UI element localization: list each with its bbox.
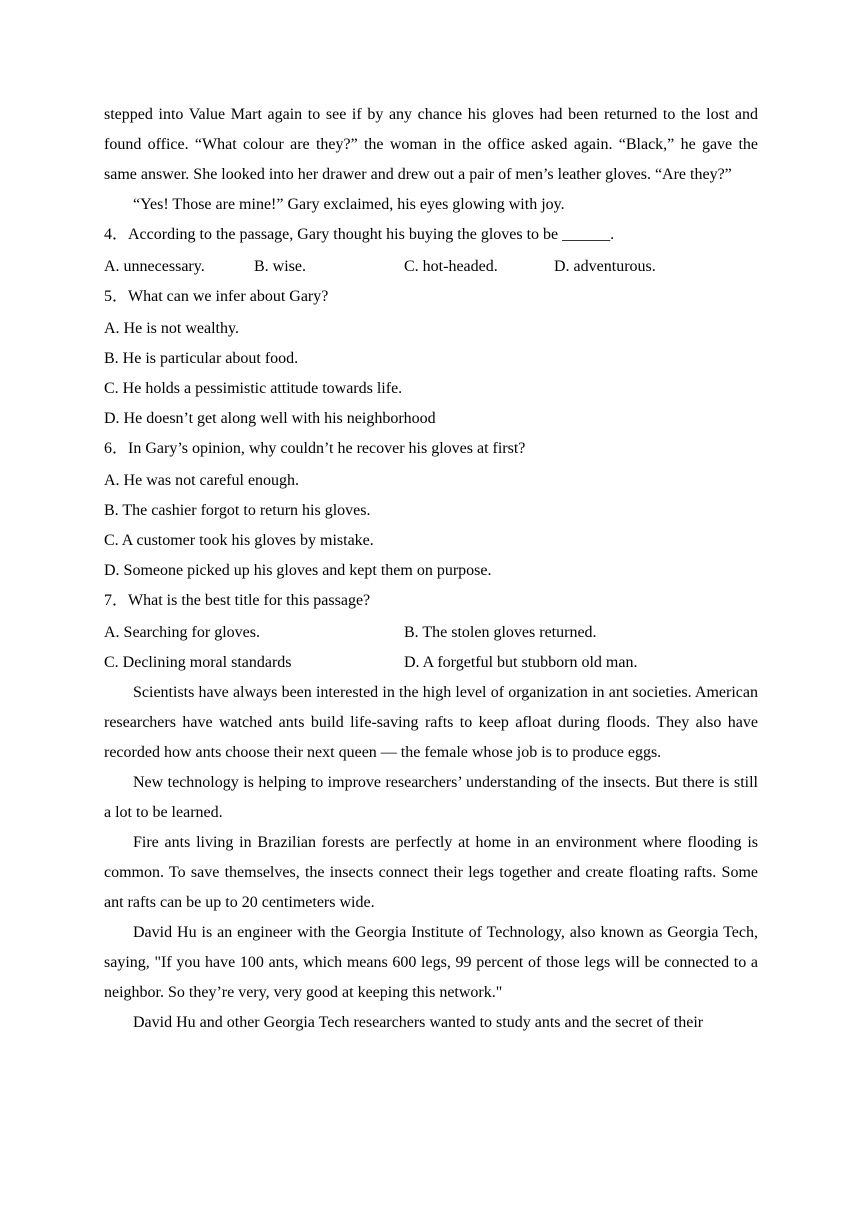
question-4-option-b: B. wise. [254, 258, 306, 275]
question-4-stem: 4．According to the passage, Gary thought his buying the gloves to be ______. [104, 226, 615, 243]
passage-1-paragraph-1: stepped into Value Mart again to see if by any chance his gloves had been returned to the lost and found office. “What colour are they?” the woman in the office asked again. “Black,” he gave the same answer. She looked into her drawer and drew out a pair of men’s leather gloves. “Are they?” [104, 106, 758, 183]
question-4-option-c: C. hot-headed. [404, 258, 498, 275]
passage-2-paragraph-5: David Hu and other Georgia Tech researchers wanted to study ants and the secret of their [133, 1014, 704, 1031]
question-6-option-b: B. The cashier forgot to return his gloves. [104, 502, 371, 519]
question-6-option-d: D. Someone picked up his gloves and kept them on purpose. [104, 562, 492, 579]
question-6-stem: 6．In Gary’s opinion, why couldn’t he recover his gloves at first? [104, 440, 526, 457]
passage-1-paragraph-2: “Yes! Those are mine!” Gary exclaimed, his eyes glowing with joy. [133, 196, 565, 213]
question-6-option-c: C. A customer took his gloves by mistake. [104, 532, 374, 549]
question-7-option-c: C. Declining moral standards [104, 654, 292, 671]
question-7-options-row-1 [104, 618, 758, 648]
question-4-option-d: D. adventurous. [554, 258, 656, 275]
question-5-option-a: A. He is not wealthy. [104, 320, 239, 337]
question-5-option-d: D. He doesn’t get along well with his neighborhood [104, 410, 436, 427]
document-content [104, 100, 758, 1038]
question-5-stem: 5．What can we infer about Gary? [104, 288, 329, 305]
question-7-option-b: B. The stolen gloves returned. [404, 624, 597, 641]
question-6-option-a: A. He was not careful enough. [104, 472, 300, 489]
passage-2-paragraph-4: David Hu is an engineer with the Georgia Institute of Technology, also known as Georgia Tech, saying, "If you have 100 ants, which means 600 legs, 99 percent of those legs will be connected to a neighbor. So they’re very, very good at keeping this network." [104, 924, 758, 1001]
question-7-option-d: D. A forgetful but stubborn old man. [404, 654, 638, 671]
passage-2-paragraph-2: New technology is helping to improve researchers’ understanding of the insects. But there is still a lot to be learned. [104, 774, 758, 821]
question-5-option-b: B. He is particular about food. [104, 350, 299, 367]
question-4-option-a: A. unnecessary. [104, 258, 205, 275]
question-5-option-c: C. He holds a pessimistic attitude towards life. [104, 380, 403, 397]
passage-2-paragraph-3: Fire ants living in Brazilian forests are perfectly at home in an environment where flooding is common. To save themselves, the insects connect their legs together and create floating rafts. Some ant rafts can be up to 20 centimeters wide. [104, 834, 758, 911]
question-7-options-row-2 [104, 648, 758, 678]
question-4-options [104, 252, 758, 282]
question-7-stem: 7．What is the best title for this passage? [104, 592, 371, 609]
passage-2-paragraph-1: Scientists have always been interested in the high level of organization in ant societies. American researchers have watched ants build life-saving rafts to keep afloat during floods. They also have recorded how ants choose their next queen — the female whose job is to produce eggs. [104, 684, 758, 761]
question-7-option-a: A. Searching for gloves. [104, 624, 260, 641]
